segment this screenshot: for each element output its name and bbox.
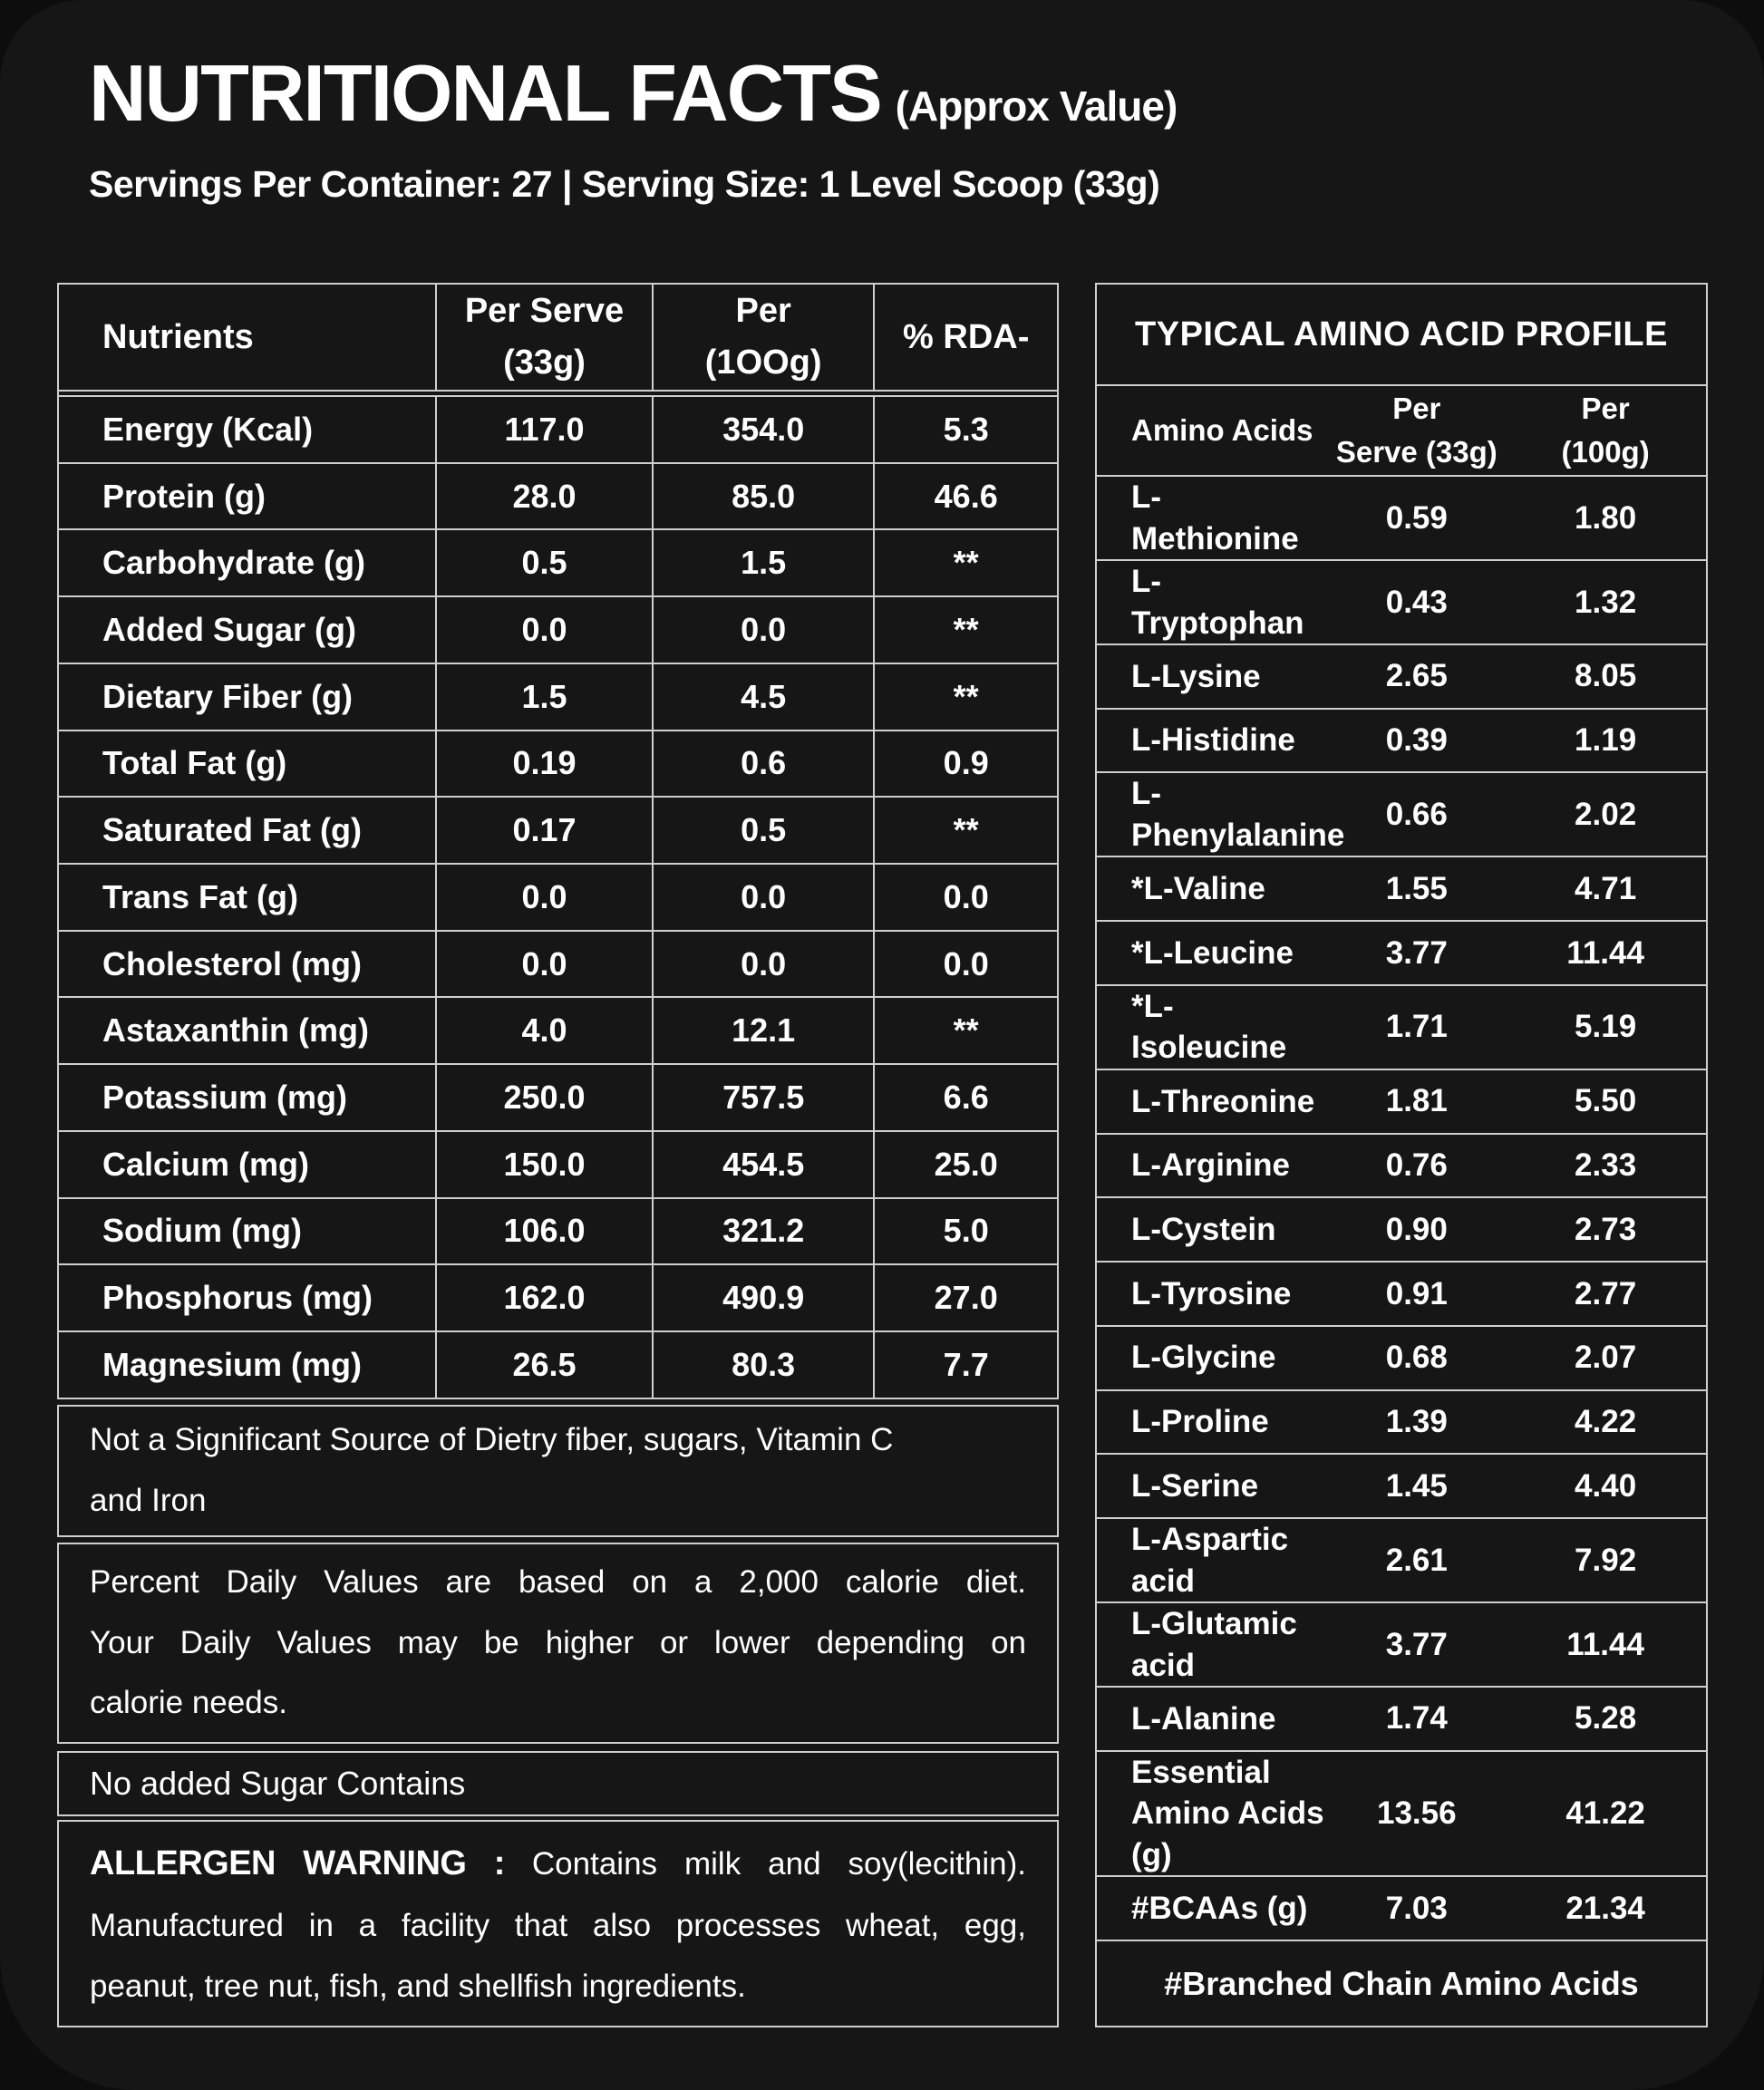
amino-per-100g-value: 7.92 (1575, 1542, 1637, 1578)
nutrient-per-100g-value: 0.0 (652, 865, 873, 930)
amino-acid-row (1097, 1601, 1706, 1686)
amino-per-100g-value: 2.73 (1575, 1211, 1637, 1247)
col-header-amino-per-serve (1328, 387, 1505, 474)
nutrient-name: Total Fat (g) (102, 744, 287, 782)
nutrient-name: Potassium (mg) (102, 1079, 348, 1117)
nutrient-per-100g-value: 321.2 (652, 1199, 873, 1264)
amino-acid-name: L-Tryptophan (1131, 564, 1304, 641)
amino-acid-name: Essential Amino Acids (g) (1131, 1754, 1324, 1872)
amino-per-serve-value: 0.39 (1385, 722, 1448, 759)
nutrient-per-serve-value: 0.19 (435, 731, 652, 797)
amino-per-100g-value: 4.40 (1575, 1467, 1637, 1504)
nutrient-row (59, 863, 1057, 930)
amino-acid-row (1097, 708, 1706, 772)
nutrient-name: Cholesterol (mg) (102, 944, 363, 982)
col-header-per-100g-line2: (1OOg) (704, 343, 822, 382)
amino-acid-name: L-Alanine (1131, 1700, 1276, 1737)
amino-per-serve-value: 0.59 (1385, 499, 1448, 536)
nutrient-row (59, 730, 1057, 797)
col-header-amino-per-serve-line2: Serve (33g) (1335, 435, 1497, 469)
amino-per-serve-value: 0.66 (1385, 796, 1448, 832)
nutrient-row (59, 930, 1057, 997)
title-approx-value: (Approx Value) (895, 82, 1178, 130)
note-line: No added Sugar Contains (90, 1764, 466, 1802)
note-no-added-sugar (57, 1751, 1059, 1816)
nutrient-per-serve-value: 0.0 (435, 597, 652, 663)
amino-acid-row (1097, 1453, 1706, 1517)
amino-table-body (1097, 475, 1706, 1940)
nutrient-row (59, 1063, 1057, 1130)
amino-per-serve-value: 0.68 (1385, 1340, 1448, 1376)
amino-acid-row (1097, 1069, 1706, 1133)
amino-acid-name: L-Histidine (1131, 722, 1295, 759)
amino-acid-name: L-Aspartic acid (1131, 1522, 1289, 1599)
col-header-rda: % RDA- (873, 285, 1057, 390)
amino-per-100g-value: 2.33 (1575, 1147, 1637, 1184)
amino-acid-row (1097, 1325, 1706, 1389)
amino-acid-row (1097, 1750, 1706, 1876)
nutrient-row (59, 462, 1057, 529)
nutrient-per-100g-value: 490.9 (652, 1265, 873, 1330)
nutrient-per-100g-value: 0.6 (652, 731, 873, 797)
amino-per-100g-value: 8.05 (1575, 658, 1637, 694)
nutrient-per-100g-value: 1.5 (652, 530, 873, 595)
amino-acid-row (1097, 1686, 1706, 1750)
amino-per-serve-value: 0.43 (1385, 584, 1448, 620)
nutrients-table (57, 283, 1059, 1399)
nutrients-table-header (59, 285, 1057, 392)
nutrient-per-100g-value: 85.0 (652, 464, 873, 529)
amino-per-100g-value: 5.19 (1575, 1009, 1637, 1045)
amino-table-footnote: #Branched Chain Amino Acids (1097, 1940, 1706, 2026)
tables-zone (57, 283, 1708, 2027)
amino-acid-name: L-Threonine (1131, 1083, 1315, 1119)
nutrient-rda-value: 46.6 (873, 464, 1057, 529)
amino-acid-row (1097, 920, 1706, 984)
amino-acid-name: L-Arginine (1131, 1147, 1290, 1184)
amino-per-serve-value: 1.55 (1385, 870, 1448, 906)
col-header-per-serve-line2: (33g) (503, 343, 586, 382)
nutrient-per-100g-value: 0.0 (652, 932, 873, 997)
nutrient-name: Protein (g) (102, 477, 266, 515)
note-not-significant (57, 1405, 1059, 1537)
amino-per-100g-value: 4.22 (1575, 1403, 1637, 1439)
amino-table-title: TYPICAL AMINO ACID PROFILE (1135, 314, 1668, 353)
allergen-warning-text: Contains milk and soy(lecithin). (504, 1845, 1026, 1882)
amino-acid-name: L-Proline (1131, 1404, 1269, 1440)
page-title (89, 47, 1710, 140)
note-line: Your Daily Values may be higher or lower depending on (90, 1624, 1026, 1660)
nutrient-name: Magnesium (mg) (102, 1345, 363, 1383)
nutrient-name: Energy (Kcal) (102, 410, 314, 448)
amino-acid-row (1097, 1196, 1706, 1261)
nutrient-row (59, 1130, 1057, 1197)
note-line: peanut, tree nut, fish, and shellfish ingredients. (90, 1968, 746, 2004)
nutrient-name: Dietary Fiber (g) (102, 677, 354, 715)
servings-info: Servings Per Container: 27 | Serving Size: 1 Level Scoop (33g) (89, 163, 1160, 205)
amino-acid-row (1097, 1133, 1706, 1197)
amino-acid-name: *L-Leucine (1131, 934, 1294, 971)
nutrient-per-100g-value: 4.5 (652, 664, 873, 730)
amino-per-serve-value: 2.65 (1385, 658, 1448, 694)
nutrient-name: Saturated Fat (g) (102, 811, 363, 849)
nutrient-row (59, 595, 1057, 663)
amino-per-100g-value: 2.77 (1575, 1275, 1637, 1311)
nutrient-name: Added Sugar (g) (102, 611, 356, 649)
nutrient-per-serve-value: 26.5 (435, 1332, 652, 1398)
amino-acid-name: L-Tyrosine (1131, 1275, 1292, 1311)
amino-per-serve-value: 7.03 (1385, 1890, 1448, 1926)
amino-per-100g-value: 5.50 (1575, 1083, 1637, 1119)
nutrient-rda-value: 6.6 (873, 1065, 1057, 1130)
amino-per-100g-value: 1.80 (1575, 499, 1637, 536)
title-main: NUTRITIONAL FACTS (89, 48, 881, 138)
nutrient-per-100g-value: 80.3 (652, 1332, 873, 1398)
nutrient-name: Astaxanthin (mg) (102, 1011, 370, 1050)
note-allergen-warning (57, 1820, 1059, 2027)
amino-per-100g-value: 21.34 (1565, 1890, 1645, 1926)
amino-per-serve-value: 1.45 (1385, 1467, 1448, 1504)
amino-acid-name: L-Glutamic acid (1131, 1606, 1297, 1683)
amino-per-serve-value: 0.90 (1385, 1211, 1448, 1247)
amino-per-100g-value: 11.44 (1566, 1626, 1644, 1662)
nutrient-per-100g-value: 0.5 (652, 798, 873, 863)
amino-per-serve-value: 3.77 (1385, 1626, 1448, 1662)
amino-per-serve-value: 1.71 (1385, 1009, 1448, 1045)
nutrient-rda-value: 5.0 (873, 1199, 1057, 1264)
header (89, 47, 1710, 206)
amino-acid-row (1097, 984, 1706, 1069)
amino-acid-row (1097, 475, 1706, 559)
amino-acid-name: L-Cystein (1131, 1212, 1276, 1248)
nutrient-per-serve-value: 117.0 (435, 397, 652, 462)
nutrient-rda-value: ** (873, 530, 1057, 595)
allergen-warning-label: ALLERGEN WARNING : (90, 1843, 505, 1882)
col-header-nutrients: Nutrients (102, 317, 254, 356)
note-line: and Iron (90, 1482, 207, 1518)
amino-acid-name: L-Glycine (1131, 1340, 1276, 1376)
amino-acid-row (1097, 1517, 1706, 1601)
amino-acid-row (1097, 1261, 1706, 1325)
amino-acid-name: L-Methionine (1131, 479, 1299, 556)
amino-acid-name: #BCAAs (g) (1131, 1890, 1308, 1926)
amino-per-serve-value: 0.91 (1385, 1275, 1448, 1311)
nutrient-rda-value: 27.0 (873, 1265, 1057, 1330)
nutrients-panel (57, 283, 1059, 2027)
col-header-per-serve (435, 285, 652, 390)
nutrient-rda-value: 0.0 (873, 865, 1057, 930)
nutrient-rda-value: 7.7 (873, 1332, 1057, 1398)
amino-per-serve-value: 3.77 (1385, 934, 1448, 971)
amino-per-100g-value: 11.44 (1566, 934, 1644, 971)
note-line: Percent Daily Values are based on a 2,000 calorie diet. (90, 1564, 1026, 1601)
nutrient-rda-value: 0.0 (873, 932, 1057, 997)
col-header-amino-per-100g (1505, 387, 1706, 474)
amino-acid-name: L-Phenylalanine (1131, 776, 1345, 853)
nutrient-rda-value: 25.0 (873, 1132, 1057, 1197)
nutrient-name: Phosphorus (mg) (102, 1279, 373, 1317)
nutrient-row (59, 1330, 1057, 1398)
col-header-per-100g-line1: Per (735, 292, 791, 330)
nutrient-per-serve-value: 0.0 (435, 865, 652, 930)
amino-per-100g-value: 41.22 (1565, 1795, 1645, 1832)
nutrient-per-serve-value: 162.0 (435, 1265, 652, 1330)
amino-per-serve-value: 1.39 (1385, 1403, 1448, 1439)
amino-per-100g-value: 2.02 (1575, 796, 1637, 832)
nutrient-row (59, 395, 1057, 462)
note-daily-values (57, 1543, 1059, 1744)
nutrient-rda-value: 0.9 (873, 731, 1057, 797)
nutrient-row (59, 528, 1057, 595)
amino-acid-name: *L-Isoleucine (1131, 988, 1287, 1066)
amino-acid-row (1097, 643, 1706, 708)
nutrient-row (59, 1197, 1057, 1264)
nutrient-per-serve-value: 106.0 (435, 1199, 652, 1264)
nutrient-per-serve-value: 0.0 (435, 932, 652, 997)
amino-acid-row (1097, 559, 1706, 643)
nutrient-per-serve-value: 4.0 (435, 998, 652, 1063)
nutrient-per-100g-value: 354.0 (652, 397, 873, 462)
amino-acid-row (1097, 856, 1706, 920)
nutrient-rda-value: ** (873, 798, 1057, 863)
amino-acid-row (1097, 1389, 1706, 1454)
amino-per-serve-value: 13.56 (1377, 1795, 1457, 1832)
col-header-per-serve-line1: Per Serve (464, 292, 625, 330)
nutrient-row (59, 1263, 1057, 1330)
col-header-amino-per-100g-line2: (100g) (1561, 435, 1650, 469)
nutrient-per-100g-value: 0.0 (652, 597, 873, 663)
nutrient-name: Carbohydrate (g) (102, 544, 366, 582)
note-line: Not a Significant Source of Dietry fiber, sugars, Vitamin C (90, 1422, 894, 1458)
note-line (90, 1831, 1026, 1896)
nutrients-table-body (59, 392, 1057, 1398)
col-header-amino-per-100g-line1: Per (1581, 392, 1630, 426)
nutrient-per-serve-value: 0.17 (435, 798, 652, 863)
amino-per-serve-value: 1.81 (1385, 1083, 1448, 1119)
amino-per-100g-value: 2.07 (1575, 1340, 1637, 1376)
nutrient-per-serve-value: 250.0 (435, 1065, 652, 1130)
amino-acid-row (1097, 1875, 1706, 1940)
amino-per-100g-value: 5.28 (1575, 1700, 1637, 1737)
nutrient-row (59, 663, 1057, 730)
nutrient-per-serve-value: 150.0 (435, 1132, 652, 1197)
amino-per-serve-value: 0.76 (1385, 1147, 1448, 1184)
amino-per-serve-value: 2.61 (1385, 1542, 1448, 1578)
amino-per-100g-value: 1.19 (1575, 722, 1637, 759)
col-header-amino-acids: Amino Acids (1131, 413, 1313, 448)
amino-per-100g-value: 4.71 (1575, 870, 1637, 906)
note-line: calorie needs. (90, 1685, 287, 1721)
nutrient-row (59, 996, 1057, 1063)
nutrient-per-serve-value: 28.0 (435, 464, 652, 529)
col-header-amino-per-serve-line1: Per (1392, 392, 1441, 426)
amino-acid-name: L-Serine (1131, 1467, 1259, 1504)
nutrient-rda-value: ** (873, 597, 1057, 663)
nutrient-per-100g-value: 12.1 (652, 998, 873, 1063)
amino-acid-name: L-Lysine (1131, 658, 1261, 694)
nutrient-per-serve-value: 1.5 (435, 664, 652, 730)
col-header-per-100g (652, 285, 873, 390)
nutrient-per-100g-value: 757.5 (652, 1065, 873, 1130)
nutrient-row (59, 796, 1057, 863)
amino-per-serve-value: 1.74 (1385, 1700, 1448, 1737)
nutrient-per-100g-value: 454.5 (652, 1132, 873, 1197)
amino-table-header (1097, 384, 1706, 475)
nutrient-name: Calcium (mg) (102, 1145, 310, 1183)
nutrient-name: Sodium (mg) (102, 1212, 302, 1250)
amino-acid-row (1097, 771, 1706, 856)
note-line: Manufactured in a facility that also processes wheat, egg, (90, 1908, 1026, 1943)
nutrient-name: Trans Fat (g) (102, 877, 299, 915)
amino-per-100g-value: 1.32 (1575, 584, 1637, 620)
nutrient-rda-value: ** (873, 664, 1057, 730)
nutrient-rda-value: 5.3 (873, 397, 1057, 462)
nutrient-per-serve-value: 0.5 (435, 530, 652, 595)
amino-acid-panel (1095, 283, 1708, 2027)
nutrient-rda-value: ** (873, 998, 1057, 1063)
amino-acid-name: *L-Valine (1131, 871, 1265, 907)
